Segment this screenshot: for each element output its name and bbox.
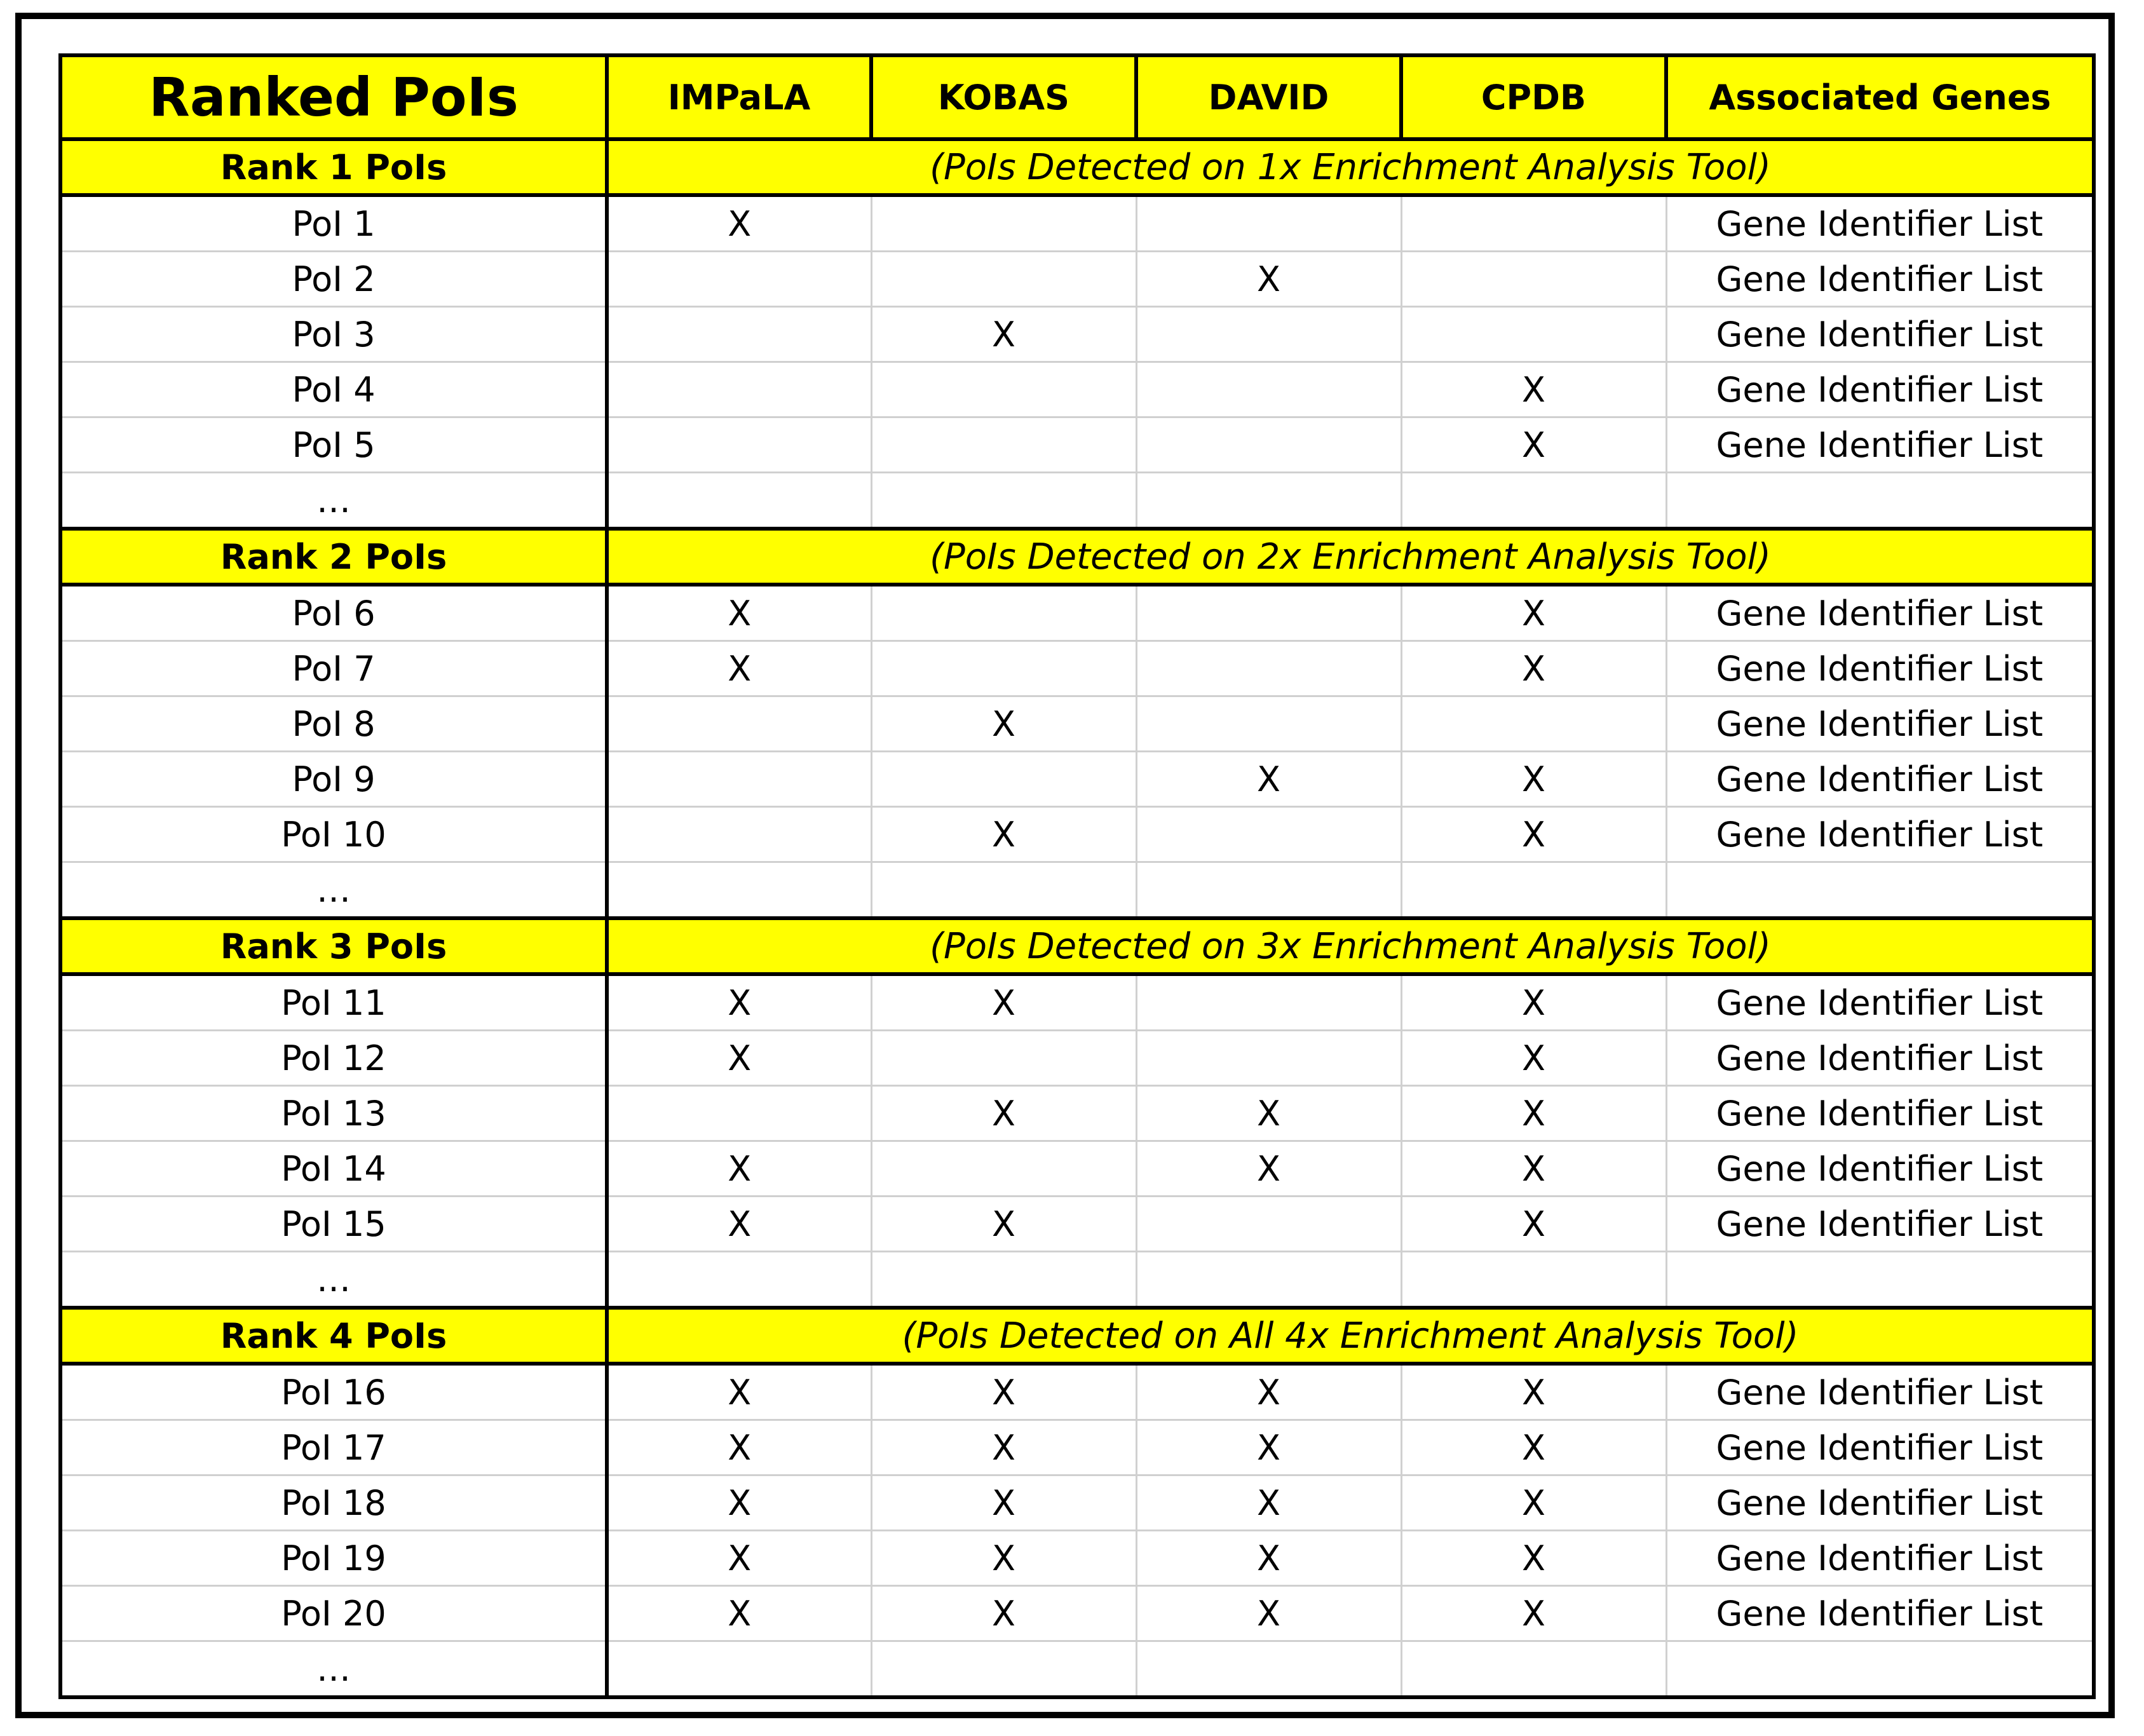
poi-name-cell: PoI 4 [60,362,607,417]
associated-genes-cell: Gene Identifier List [1666,252,2094,307]
poi-name-cell: PoI 18 [60,1475,607,1531]
cpdb-mark-cell [1401,307,1666,362]
associated-genes-cell: Gene Identifier List [1666,417,2094,473]
david-mark-cell: X [1136,752,1401,807]
associated-genes-cell: Gene Identifier List [1666,974,2094,1031]
associated-genes-cell [1666,473,2094,529]
rank-header-row [60,918,2094,974]
poi-name-cell: PoI 13 [60,1086,607,1141]
david-mark-cell [1136,1031,1401,1086]
poi-name-cell: PoI 12 [60,1031,607,1086]
kobas-mark-cell: X [871,1531,1136,1586]
kobas-mark-cell [871,585,1136,641]
poi-name-cell: PoI 5 [60,417,607,473]
impala-mark-cell [607,417,871,473]
poi-name-cell: PoI 9 [60,752,607,807]
associated-genes-cell: Gene Identifier List [1666,362,2094,417]
kobas-mark-cell [871,862,1136,919]
impala-mark-cell: X [607,585,871,641]
associated-genes-cell: Gene Identifier List [1666,696,2094,752]
kobas-mark-cell: X [871,1197,1136,1252]
david-mark-cell: X [1136,1531,1401,1586]
table-row [60,195,2094,252]
impala-mark-cell: X [607,195,871,252]
cpdb-mark-cell: X [1401,1531,1666,1586]
david-mark-cell [1136,307,1401,362]
kobas-mark-cell [871,641,1136,696]
cpdb-mark-cell: X [1401,1086,1666,1141]
column-header-associated-genes: Associated Genes [1666,55,2094,139]
table-row [60,1531,2094,1586]
impala-mark-cell [607,1641,871,1698]
poi-name-cell: PoI 17 [60,1420,607,1475]
associated-genes-cell: Gene Identifier List [1666,807,2094,862]
kobas-mark-cell [871,195,1136,252]
kobas-mark-cell: X [871,1364,1136,1420]
cpdb-mark-cell: X [1401,585,1666,641]
david-mark-cell [1136,641,1401,696]
poi-name-cell: PoI 10 [60,807,607,862]
david-mark-cell [1136,862,1401,919]
cpdb-mark-cell [1401,252,1666,307]
david-mark-cell: X [1136,1086,1401,1141]
table-row [60,862,2094,919]
cpdb-mark-cell: X [1401,1420,1666,1475]
kobas-mark-cell: X [871,807,1136,862]
associated-genes-cell: Gene Identifier List [1666,752,2094,807]
impala-mark-cell: X [607,1141,871,1197]
kobas-mark-cell: X [871,1086,1136,1141]
ranked-pois-table [58,53,2096,1699]
david-mark-cell: X [1136,1364,1401,1420]
associated-genes-cell: Gene Identifier List [1666,1475,2094,1531]
table-row [60,362,2094,417]
table-row [60,1420,2094,1475]
table-row [60,641,2094,696]
table-row [60,307,2094,362]
rank-label: Rank 2 PoIs [60,529,607,585]
poi-name-cell: PoI 11 [60,974,607,1031]
david-mark-cell: X [1136,1141,1401,1197]
table-body [60,139,2094,1697]
cpdb-mark-cell: X [1401,1475,1666,1531]
kobas-mark-cell: X [871,696,1136,752]
rank-header-row [60,139,2094,195]
rank-description: (PoIs Detected on 1x Enrichment Analysis Tool) [607,139,2094,195]
associated-genes-cell: Gene Identifier List [1666,307,2094,362]
associated-genes-cell: Gene Identifier List [1666,1420,2094,1475]
associated-genes-cell: Gene Identifier List [1666,1531,2094,1586]
associated-genes-cell: Gene Identifier List [1666,585,2094,641]
david-mark-cell: X [1136,1475,1401,1531]
table-row [60,1252,2094,1308]
poi-name-cell: PoI 8 [60,696,607,752]
kobas-mark-cell [871,1641,1136,1698]
column-header-cpdb: CPDB [1401,55,1666,139]
kobas-mark-cell [871,252,1136,307]
david-mark-cell [1136,1197,1401,1252]
associated-genes-cell: Gene Identifier List [1666,1586,2094,1641]
cpdb-mark-cell: X [1401,807,1666,862]
kobas-mark-cell [871,1141,1136,1197]
kobas-mark-cell [871,752,1136,807]
cpdb-mark-cell [1401,1641,1666,1698]
table-row [60,1475,2094,1531]
kobas-mark-cell [871,1031,1136,1086]
cpdb-mark-cell [1401,862,1666,919]
david-mark-cell: X [1136,1420,1401,1475]
poi-name-cell: PoI 2 [60,252,607,307]
poi-name-cell: PoI 20 [60,1586,607,1641]
associated-genes-cell [1666,862,2094,919]
rank-description: (PoIs Detected on 3x Enrichment Analysis Tool) [607,918,2094,974]
poi-name-cell: … [60,473,607,529]
table-row [60,1197,2094,1252]
rank-header-row [60,1308,2094,1364]
david-mark-cell: X [1136,252,1401,307]
kobas-mark-cell: X [871,974,1136,1031]
column-header-david: DAVID [1136,55,1401,139]
rank-label: Rank 4 PoIs [60,1308,607,1364]
kobas-mark-cell: X [871,1586,1136,1641]
david-mark-cell [1136,473,1401,529]
cpdb-mark-cell [1401,195,1666,252]
david-mark-cell [1136,585,1401,641]
table-row [60,1141,2094,1197]
cpdb-mark-cell [1401,1252,1666,1308]
poi-name-cell: … [60,1252,607,1308]
impala-mark-cell [607,807,871,862]
kobas-mark-cell [871,1252,1136,1308]
table-row [60,1586,2094,1641]
poi-name-cell: PoI 16 [60,1364,607,1420]
impala-mark-cell [607,1086,871,1141]
cpdb-mark-cell: X [1401,974,1666,1031]
cpdb-mark-cell: X [1401,641,1666,696]
cpdb-mark-cell: X [1401,417,1666,473]
impala-mark-cell: X [607,1531,871,1586]
rank-header-row [60,529,2094,585]
header-row [60,55,2094,139]
rank-label: Rank 3 PoIs [60,918,607,974]
associated-genes-cell: Gene Identifier List [1666,1364,2094,1420]
david-mark-cell: X [1136,1586,1401,1641]
associated-genes-cell: Gene Identifier List [1666,195,2094,252]
impala-mark-cell [607,752,871,807]
impala-mark-cell [607,696,871,752]
cpdb-mark-cell: X [1401,1141,1666,1197]
associated-genes-cell: Gene Identifier List [1666,1197,2094,1252]
david-mark-cell [1136,195,1401,252]
associated-genes-cell [1666,1252,2094,1308]
cpdb-mark-cell [1401,473,1666,529]
impala-mark-cell [607,252,871,307]
associated-genes-cell: Gene Identifier List [1666,641,2094,696]
david-mark-cell [1136,1252,1401,1308]
associated-genes-cell: Gene Identifier List [1666,1086,2094,1141]
associated-genes-cell: Gene Identifier List [1666,1031,2094,1086]
impala-mark-cell: X [607,1586,871,1641]
impala-mark-cell: X [607,641,871,696]
rank-label: Rank 1 PoIs [60,139,607,195]
kobas-mark-cell [871,473,1136,529]
kobas-mark-cell: X [871,307,1136,362]
table-row [60,473,2094,529]
column-header-kobas: KOBAS [871,55,1136,139]
kobas-mark-cell: X [871,1475,1136,1531]
impala-mark-cell: X [607,974,871,1031]
impala-mark-cell: X [607,1197,871,1252]
poi-name-cell: PoI 6 [60,585,607,641]
poi-name-cell: PoI 1 [60,195,607,252]
david-mark-cell [1136,1641,1401,1698]
table-row [60,974,2094,1031]
poi-name-cell: PoI 14 [60,1141,607,1197]
david-mark-cell [1136,807,1401,862]
impala-mark-cell: X [607,1420,871,1475]
table-row [60,752,2094,807]
column-header-impala: IMPaLA [607,55,871,139]
cpdb-mark-cell: X [1401,752,1666,807]
poi-name-cell: … [60,862,607,919]
david-mark-cell [1136,417,1401,473]
table-row [60,1086,2094,1141]
cpdb-mark-cell: X [1401,1031,1666,1086]
kobas-mark-cell: X [871,1420,1136,1475]
poi-name-cell: PoI 3 [60,307,607,362]
associated-genes-cell [1666,1641,2094,1698]
impala-mark-cell: X [607,1031,871,1086]
impala-mark-cell: X [607,1364,871,1420]
poi-name-cell: PoI 15 [60,1197,607,1252]
david-mark-cell [1136,696,1401,752]
impala-mark-cell [607,1252,871,1308]
impala-mark-cell [607,362,871,417]
table-row [60,696,2094,752]
cpdb-mark-cell: X [1401,1197,1666,1252]
table-row [60,585,2094,641]
table-row [60,417,2094,473]
rank-description: (PoIs Detected on 2x Enrichment Analysis Tool) [607,529,2094,585]
impala-mark-cell: X [607,1475,871,1531]
table-row [60,252,2094,307]
impala-mark-cell [607,862,871,919]
poi-name-cell: PoI 19 [60,1531,607,1586]
poi-name-cell: PoI 7 [60,641,607,696]
table-row [60,1031,2094,1086]
impala-mark-cell [607,307,871,362]
kobas-mark-cell [871,362,1136,417]
table-row [60,1641,2094,1698]
table-row [60,807,2094,862]
rank-description: (PoIs Detected on All 4x Enrichment Analysis Tool) [607,1308,2094,1364]
kobas-mark-cell [871,417,1136,473]
cpdb-mark-cell: X [1401,1364,1666,1420]
david-mark-cell [1136,974,1401,1031]
cpdb-mark-cell: X [1401,362,1666,417]
associated-genes-cell: Gene Identifier List [1666,1141,2094,1197]
cpdb-mark-cell: X [1401,1586,1666,1641]
impala-mark-cell [607,473,871,529]
cpdb-mark-cell [1401,696,1666,752]
poi-name-cell: … [60,1641,607,1698]
david-mark-cell [1136,362,1401,417]
table-title: Ranked PoIs [60,55,607,139]
table-row [60,1364,2094,1420]
